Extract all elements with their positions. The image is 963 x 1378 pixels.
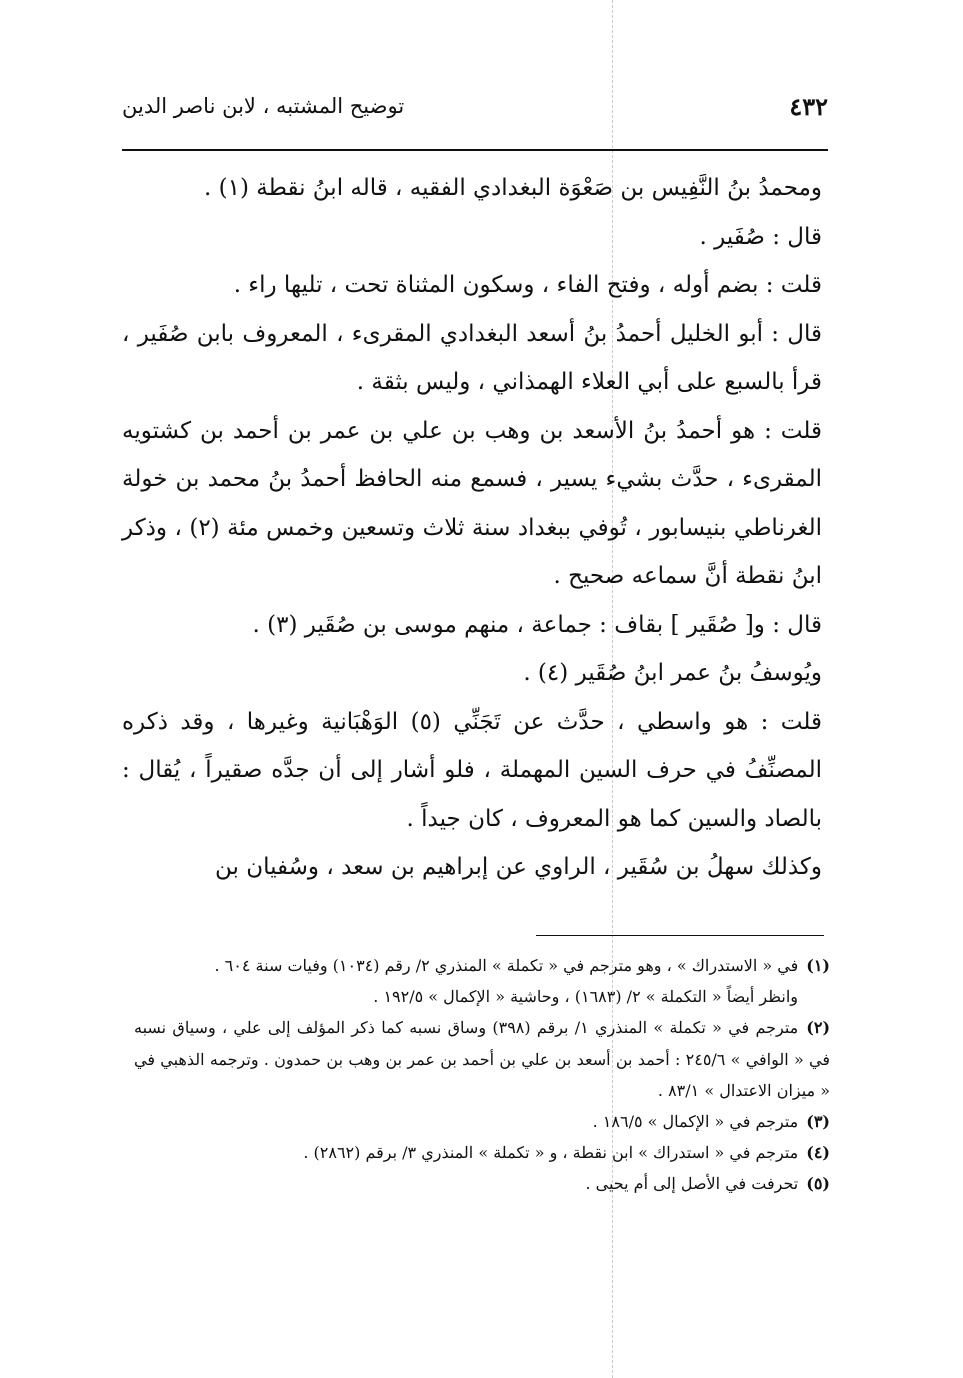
paragraph: وكذلك سهلُ بن سُقَير ، الراوي عن إبراهيم بن سعد ، وسُفيان بن [214,854,822,880]
header-rule [122,149,828,151]
page-number: ٤٣٢ [789,92,828,121]
page-header [122,92,828,144]
footnote-3 [134,1106,830,1137]
footnote-1-continuation: وانظر أيضاً « التكملة » ٢/ (١٦٨٣) ، وحاشية « الإكمال » ١٩٢/٥ . [373,987,798,1007]
footnote-number: (١) [806,956,830,975]
footnote-1 [134,950,830,981]
paragraph: قال : صُفَير . [699,223,822,250]
paragraph: ومحمدُ بنُ النَّفِيس بن صَعْوَة البغدادي الفقيه ، قاله ابنُ نقطة (١) . [204,175,822,201]
footnote-text: تحرفت في الأصل إلى أم يحيى . [585,1174,799,1194]
paragraph: ويُوسفُ بنُ عمر ابنُ صُقَير (٤) . [523,660,822,686]
footnote-text: مترجم في « الإكمال » ١٨٦/٥ . [592,1112,799,1132]
footnote-separator [536,935,824,936]
main-text [122,164,822,892]
footnote-number: (٤) [806,1143,830,1163]
footnote-5 [134,1168,830,1199]
footnote-number: (٣) [806,1112,830,1132]
footnote-2 [134,1012,830,1106]
paragraph: قلت : هو أحمدُ بنُ الأسعد بن وهب بن علي بن عمر بن أحمد بن كشتويه المقرىء ، حدَّث بشيء يسير ، فسمع منه الحافظ أحمدُ بنُ محمد بن خولة الغرناطي بنيسابور ، تُوفي ببغداد سنة ثلاث وتسعين وخمس مئة (٢) ، وذكر ابنُ نقطة أنَّ سماعه صحيح . [122,417,822,589]
footnote-number: (٥) [806,1174,830,1194]
footnote-4 [134,1137,830,1168]
paragraph: قال : و[ صُقَير ] بقاف : جماعة ، منهم موسى بن صُقَير (٣) . [252,611,822,638]
footnotes [134,950,830,1200]
footnote-text: في « الاستدراك » ، وهو مترجم في « تكملة » المنذري ٢/ رقم (١٠٣٤) وفيات سنة ٦٠٤ . [214,956,799,975]
footnote-text: مترجم في « تكملة » المنذري ١/ برقم (٣٩٨) وساق نسبه كما ذكر المؤلف إلى علي ، وسياق نسبه في « الوافي » ٢٤٥/٦ : أحمد بن أسعد بن علي بن أحمد بن عمر بن وهب بن حمدون . وترجمه الذهبي في « ميزان الاعتدال » ٨٣/١ . [134,1018,831,1100]
paragraph: قلت : هو واسطي ، حدَّث عن تَجَنِّي (٥) الوَهْبَانية وغيرها ، وقد ذكره المصنِّفُ في حرف السين المهملة ، فلو أشار إلى أن جدَّه صقيراً ، يُقال : بالصاد والسين كما هو المعروف ، كان جيداً . [122,708,822,832]
footnote-number: (٢) [806,1018,831,1038]
footnote-text: مترجم في « استدراك » ابن نقطة ، و « تكملة » المنذري ٣/ برقم (٢٨٦٢) . [303,1143,799,1163]
paragraph: قال : أبو الخليل أحمدُ بنُ أسعد البغدادي المقرىء ، المعروف بابن صُفَير ، قرأ بالسبع على أبي العلاء الهمذاني ، وليس بثقة . [122,320,823,395]
running-title: توضيح المشتبه ، لابن ناصر الدين [122,94,405,118]
paragraph: قلت : بضم أوله ، وفتح الفاء ، وسكون المثناة تحت ، تليها راء . [233,272,822,298]
